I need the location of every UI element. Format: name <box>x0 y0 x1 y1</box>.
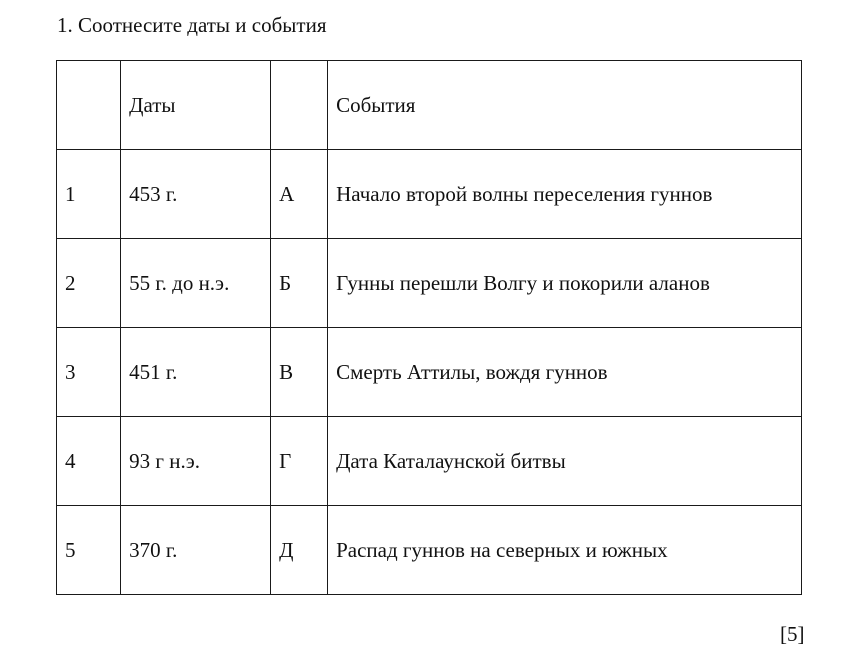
header-dates-cell: Даты <box>121 61 271 150</box>
table-row <box>57 239 802 328</box>
matching-table <box>56 60 802 595</box>
row-number: 2 <box>57 239 121 328</box>
table-row <box>57 506 802 595</box>
row-number: 3 <box>57 328 121 417</box>
row-date: 55 г. до н.э. <box>121 239 271 328</box>
row-event: Гунны перешли Волгу и покорили аланов <box>328 239 802 328</box>
row-number: 4 <box>57 417 121 506</box>
row-event: Распад гуннов на северных и южных <box>328 506 802 595</box>
row-letter: Г <box>271 417 328 506</box>
score-label: [5] <box>780 622 805 646</box>
task-title: 1. Соотнесите даты и события <box>57 13 327 37</box>
table-row <box>57 150 802 239</box>
row-letter: Д <box>271 506 328 595</box>
row-letter: В <box>271 328 328 417</box>
table-row <box>57 417 802 506</box>
table-header-row <box>57 61 802 150</box>
row-number: 5 <box>57 506 121 595</box>
row-letter: А <box>271 150 328 239</box>
header-num-cell <box>57 61 121 150</box>
row-letter: Б <box>271 239 328 328</box>
row-event: Начало второй волны переселения гуннов <box>328 150 802 239</box>
table-row <box>57 328 802 417</box>
header-letter-cell <box>271 61 328 150</box>
row-event: Дата Каталаунской битвы <box>328 417 802 506</box>
header-events-cell: События <box>328 61 802 150</box>
row-event: Смерть Аттилы, вождя гуннов <box>328 328 802 417</box>
row-number: 1 <box>57 150 121 239</box>
row-date: 93 г н.э. <box>121 417 271 506</box>
row-date: 370 г. <box>121 506 271 595</box>
row-date: 453 г. <box>121 150 271 239</box>
row-date: 451 г. <box>121 328 271 417</box>
